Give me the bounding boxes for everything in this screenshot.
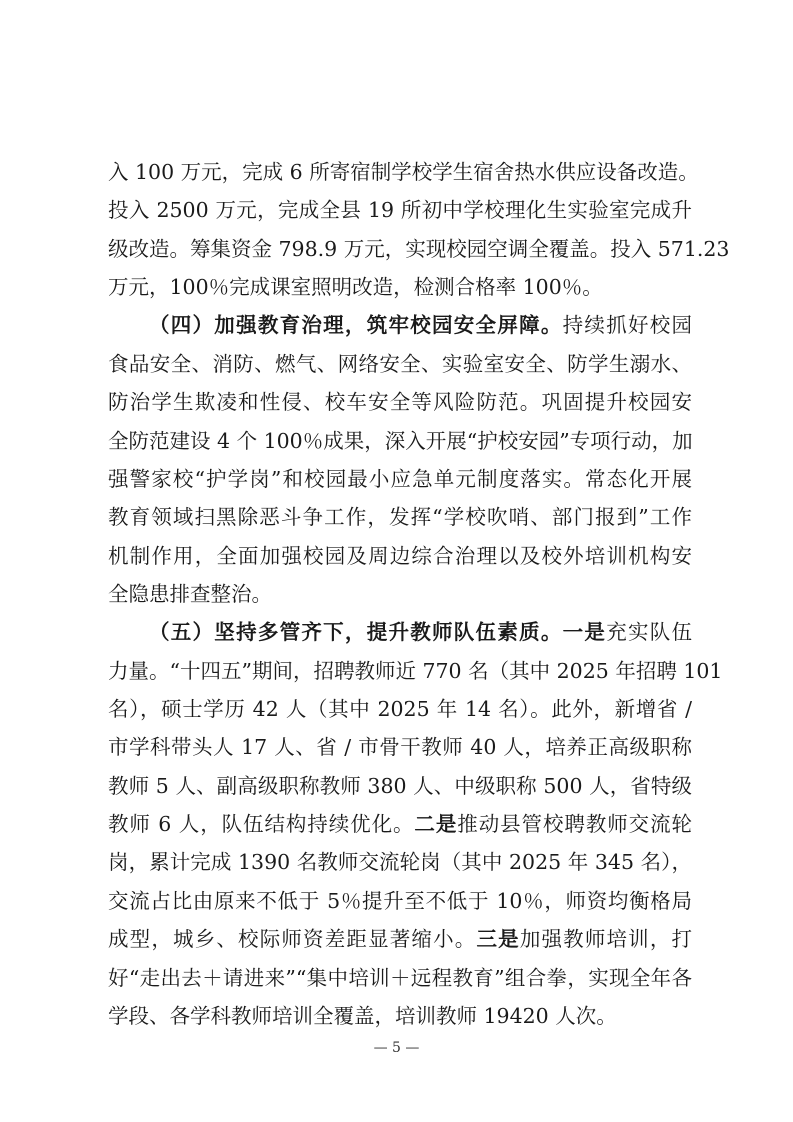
body-text: 名），硕士学历 42 人（其中 2025 年 14 名）。此外，新增省 /: [108, 697, 692, 722]
body-text: 教育领域扫黑除恶斗争工作，发挥“学校吹哨、部门报到”工作: [108, 505, 692, 530]
body-text: 教师 6 人，队伍结构持续优化。: [108, 812, 415, 837]
body-text: 持续抓好校园: [562, 313, 693, 338]
body-text: 好“走出去＋请进来”“集中培训＋远程教育”组合拳，实现全年各: [108, 965, 692, 990]
text-line: [108, 767, 692, 805]
text-line: [108, 191, 692, 229]
text-line: [108, 690, 692, 728]
body-text: 全隐患排查整治。: [108, 581, 272, 606]
bold-heading-text: 三是: [476, 927, 520, 952]
text-line: [108, 997, 692, 1035]
body-text: 教师 5 人、副高级职称教师 380 人、中级职称 500 人，省特级: [108, 773, 692, 798]
body-text: 万元，100％完成课室照明改造，检测合格率 100％。: [108, 275, 603, 300]
text-line: [108, 728, 692, 766]
body-text: 级改造。筹集资金 798.9 万元，实现校园空调全覆盖。投入 571.23: [108, 236, 730, 261]
body-text: 投入 2500 万元，完成全县 19 所初中学校理化生实验室完成升: [108, 198, 692, 223]
body-text: 岗，累计完成 1390 名教师交流轮岗（其中 2025 年 345 名），: [108, 850, 692, 875]
text-line: [108, 498, 692, 536]
bold-heading-text: （五）坚持多管齐下，提升教师队伍素质。一是: [149, 620, 607, 645]
text-line: [108, 306, 692, 344]
body-text: 强警家校“护学岗”和校园最小应急单元制度落实。常态化开展: [108, 466, 692, 491]
body-text: 防治学生欺凌和性侵、校车安全等风险防范。巩固提升校园安: [108, 390, 692, 415]
text-line: [108, 537, 692, 575]
body-text: 充实队伍: [606, 620, 692, 645]
text-line: [108, 575, 692, 613]
bold-heading-text: （四）加强教育治理，筑牢校园安全屏障。: [149, 313, 563, 338]
page-number: — 5 —: [373, 1040, 420, 1056]
body-text: 全防范建设 4 个 100％成果，深入开展“护校安园”专项行动，加: [108, 428, 693, 453]
text-line: [108, 345, 692, 383]
text-line: [108, 422, 692, 460]
body-text: 力量。“十四五”期间，招聘教师近 770 名（其中 2025 年招聘 101: [108, 658, 723, 683]
body-text: 推动县管校聘教师交流轮: [457, 812, 693, 837]
body-text: 学段、各学科教师培训全覆盖，培训教师 19420 人次。: [108, 1003, 617, 1028]
text-line: [108, 153, 699, 191]
body-text: 加强教师培训，打: [519, 927, 693, 952]
body-text: 交流占比由原来不低于 5％提升至不低于 10％，师资均衡格局: [108, 888, 692, 913]
text-line: [108, 843, 692, 881]
text-line: [108, 959, 692, 997]
text-line: [108, 268, 692, 306]
body-text: 市学科带头人 17 人、省 / 市骨干教师 40 人，培养正高级职称: [108, 735, 692, 760]
bold-heading-text: 二是: [414, 812, 458, 837]
text-line: [108, 230, 730, 268]
text-line: [108, 613, 692, 651]
text-line: [108, 460, 692, 498]
body-text: 食品安全、消防、燃气、网络安全、实验室安全、防学生溺水、: [108, 351, 692, 376]
text-line: [108, 652, 723, 690]
text-line: [108, 383, 692, 421]
body-text: 成型，城乡、校际师资差距显著缩小。: [108, 927, 477, 952]
document-body: [108, 153, 730, 1035]
text-line: [108, 882, 692, 920]
body-text: 机制作用，全面加强校园及周边综合治理以及校外培训机构安: [108, 543, 692, 568]
text-line: [108, 920, 692, 958]
body-text: 入 100 万元，完成 6 所寄宿制学校学生宿舍热水供应设备改造。: [108, 160, 699, 184]
text-line: [108, 805, 692, 843]
